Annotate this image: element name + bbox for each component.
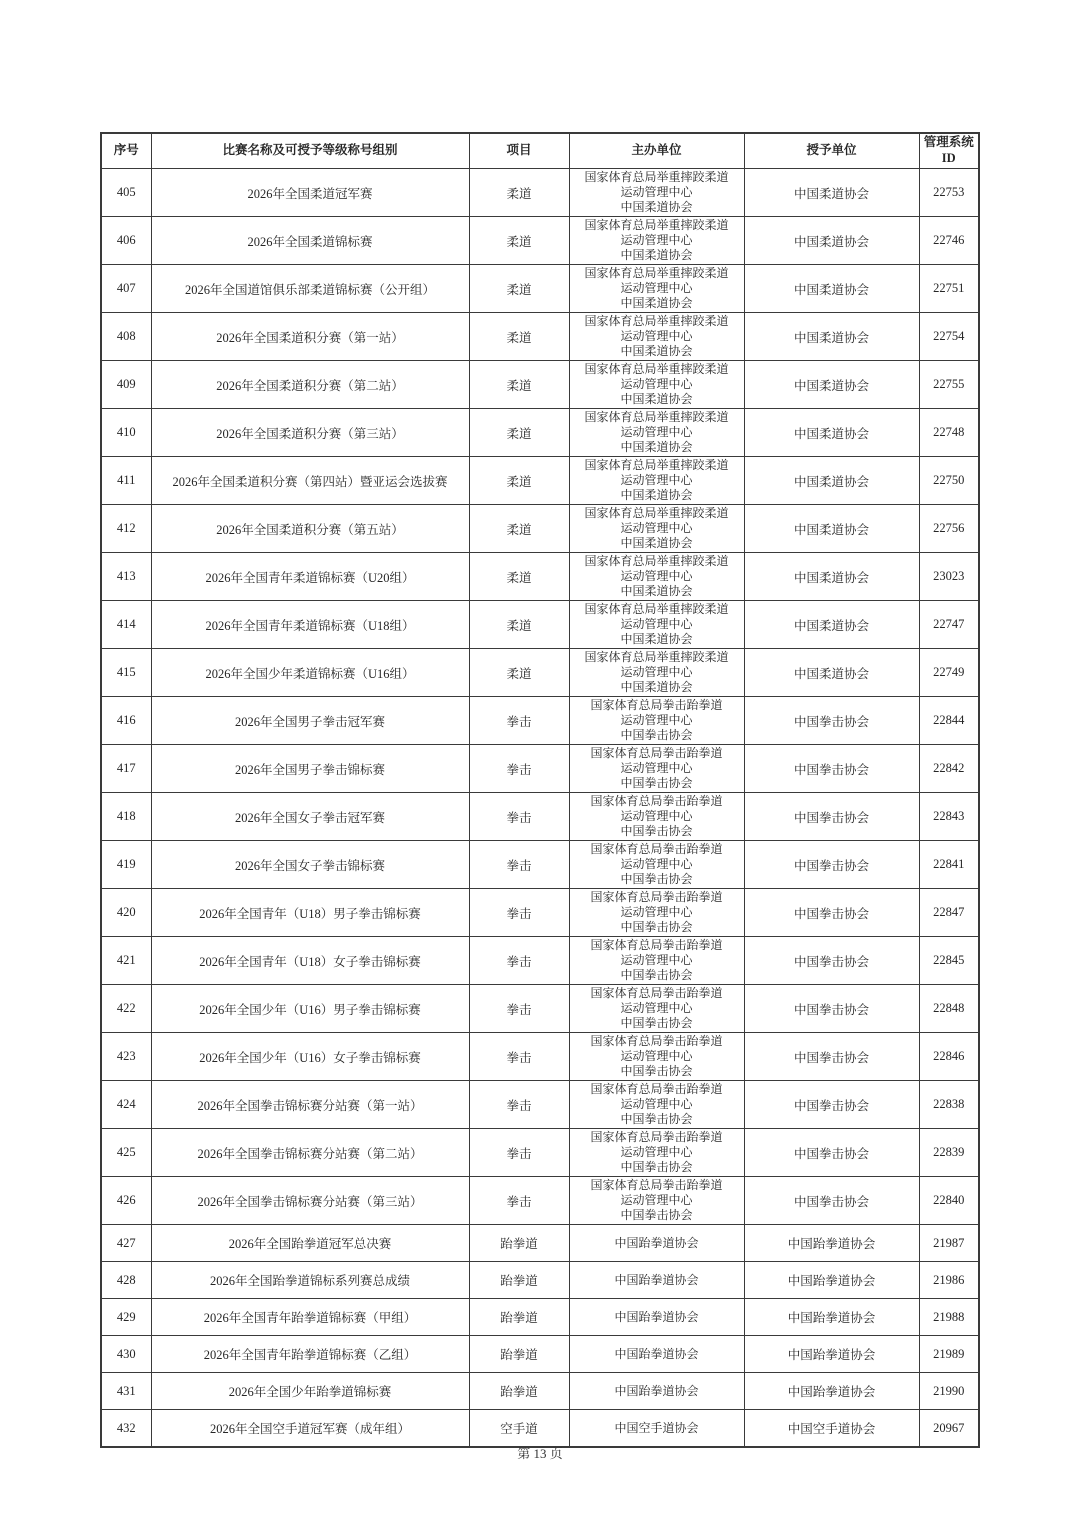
organizer-cell: 国家体育总局拳击跆拳道 运动管理中心 中国拳击协会 (569, 1129, 744, 1177)
awarding-unit-cell: 中国跆拳道协会 (744, 1336, 919, 1373)
table-row (101, 937, 979, 985)
row-number-cell: 420 (101, 889, 151, 937)
table-row (101, 745, 979, 793)
sport-cell: 跆拳道 (469, 1373, 569, 1410)
table-row (101, 697, 979, 745)
competition-name-cell: 2026年全国青年跆拳道锦标赛（乙组） (151, 1336, 469, 1373)
awarding-unit-cell: 中国拳击协会 (744, 1081, 919, 1129)
table-row (101, 1299, 979, 1336)
awarding-unit-cell: 中国拳击协会 (744, 1129, 919, 1177)
table-row (101, 1373, 979, 1410)
table-row (101, 217, 979, 265)
awarding-unit-cell: 中国柔道协会 (744, 217, 919, 265)
system-id-cell: 22748 (919, 409, 979, 457)
sport-cell: 拳击 (469, 1081, 569, 1129)
row-number-cell: 422 (101, 985, 151, 1033)
awarding-unit-cell: 中国拳击协会 (744, 889, 919, 937)
organizer-cell: 中国跆拳道协会 (569, 1336, 744, 1373)
awarding-unit-cell: 中国跆拳道协会 (744, 1373, 919, 1410)
competition-name-cell: 2026年全国跆拳道锦标系列赛总成绩 (151, 1262, 469, 1299)
competition-name-cell: 2026年全国柔道积分赛（第四站）暨亚运会选拔赛 (151, 457, 469, 505)
competition-name-cell: 2026年全国道馆俱乐部柔道锦标赛（公开组） (151, 265, 469, 313)
organizer-cell: 国家体育总局举重摔跤柔道 运动管理中心 中国柔道协会 (569, 313, 744, 361)
row-number-cell: 419 (101, 841, 151, 889)
competition-name-cell: 2026年全国女子拳击冠军赛 (151, 793, 469, 841)
row-number-cell: 414 (101, 601, 151, 649)
row-number-cell: 426 (101, 1177, 151, 1225)
row-number-cell: 428 (101, 1262, 151, 1299)
row-number-cell: 425 (101, 1129, 151, 1177)
awarding-unit-cell: 中国拳击协会 (744, 793, 919, 841)
organizer-cell: 国家体育总局拳击跆拳道 运动管理中心 中国拳击协会 (569, 889, 744, 937)
column-header: 主办单位 (569, 133, 744, 169)
sport-cell: 拳击 (469, 889, 569, 937)
table-row (101, 1262, 979, 1299)
organizer-cell: 国家体育总局举重摔跤柔道 运动管理中心 中国柔道协会 (569, 169, 744, 217)
row-number-cell: 410 (101, 409, 151, 457)
sport-cell: 拳击 (469, 937, 569, 985)
row-number-cell: 407 (101, 265, 151, 313)
competition-name-cell: 2026年全国青年（U18）男子拳击锦标赛 (151, 889, 469, 937)
table-header-row (101, 133, 979, 169)
organizer-cell: 中国空手道协会 (569, 1410, 744, 1448)
organizer-cell: 国家体育总局拳击跆拳道 运动管理中心 中国拳击协会 (569, 985, 744, 1033)
organizer-cell: 中国跆拳道协会 (569, 1373, 744, 1410)
awarding-unit-cell: 中国柔道协会 (744, 409, 919, 457)
competition-name-cell: 2026年全国柔道积分赛（第三站） (151, 409, 469, 457)
system-id-cell: 22844 (919, 697, 979, 745)
row-number-cell: 412 (101, 505, 151, 553)
awarding-unit-cell: 中国柔道协会 (744, 505, 919, 553)
awarding-unit-cell: 中国空手道协会 (744, 1410, 919, 1448)
system-id-cell: 22845 (919, 937, 979, 985)
system-id-cell: 21990 (919, 1373, 979, 1410)
sport-cell: 拳击 (469, 1177, 569, 1225)
row-number-cell: 415 (101, 649, 151, 697)
row-number-cell: 431 (101, 1373, 151, 1410)
organizer-cell: 中国跆拳道协会 (569, 1225, 744, 1262)
awarding-unit-cell: 中国柔道协会 (744, 553, 919, 601)
table-row (101, 1081, 979, 1129)
table-row (101, 457, 979, 505)
sport-cell: 拳击 (469, 1033, 569, 1081)
awarding-unit-cell: 中国拳击协会 (744, 937, 919, 985)
system-id-cell: 22841 (919, 841, 979, 889)
system-id-cell: 22846 (919, 1033, 979, 1081)
organizer-cell: 国家体育总局举重摔跤柔道 运动管理中心 中国柔道协会 (569, 409, 744, 457)
sport-cell: 柔道 (469, 217, 569, 265)
table-row (101, 265, 979, 313)
system-id-cell: 22747 (919, 601, 979, 649)
system-id-cell: 23023 (919, 553, 979, 601)
row-number-cell: 424 (101, 1081, 151, 1129)
system-id-cell: 22750 (919, 457, 979, 505)
sport-cell: 拳击 (469, 697, 569, 745)
row-number-cell: 418 (101, 793, 151, 841)
row-number-cell: 427 (101, 1225, 151, 1262)
competition-name-cell: 2026年全国柔道积分赛（第二站） (151, 361, 469, 409)
column-header: 授予单位 (744, 133, 919, 169)
table-row (101, 505, 979, 553)
competition-name-cell: 2026年全国少年（U16）女子拳击锦标赛 (151, 1033, 469, 1081)
organizer-cell: 国家体育总局拳击跆拳道 运动管理中心 中国拳击协会 (569, 1177, 744, 1225)
row-number-cell: 416 (101, 697, 151, 745)
sport-cell: 柔道 (469, 553, 569, 601)
competition-name-cell: 2026年全国柔道锦标赛 (151, 217, 469, 265)
competition-name-cell: 2026年全国青年（U18）女子拳击锦标赛 (151, 937, 469, 985)
organizer-cell: 中国跆拳道协会 (569, 1299, 744, 1336)
competition-name-cell: 2026年全国柔道冠军赛 (151, 169, 469, 217)
sport-cell: 跆拳道 (469, 1336, 569, 1373)
row-number-cell: 423 (101, 1033, 151, 1081)
row-number-cell: 405 (101, 169, 151, 217)
table-row (101, 841, 979, 889)
table-row (101, 169, 979, 217)
table-header (101, 133, 979, 169)
organizer-cell: 国家体育总局拳击跆拳道 运动管理中心 中国拳击协会 (569, 937, 744, 985)
awarding-unit-cell: 中国拳击协会 (744, 1033, 919, 1081)
page-number: 第 13 页 (517, 1446, 563, 1461)
table-row (101, 985, 979, 1033)
system-id-cell: 20967 (919, 1410, 979, 1448)
sport-cell: 柔道 (469, 361, 569, 409)
sport-cell: 跆拳道 (469, 1225, 569, 1262)
system-id-cell: 22838 (919, 1081, 979, 1129)
awarding-unit-cell: 中国柔道协会 (744, 361, 919, 409)
awarding-unit-cell: 中国柔道协会 (744, 169, 919, 217)
competition-name-cell: 2026年全国男子拳击锦标赛 (151, 745, 469, 793)
sport-cell: 拳击 (469, 985, 569, 1033)
organizer-cell: 国家体育总局拳击跆拳道 运动管理中心 中国拳击协会 (569, 745, 744, 793)
table-row (101, 409, 979, 457)
system-id-cell: 22755 (919, 361, 979, 409)
row-number-cell: 411 (101, 457, 151, 505)
sport-cell: 柔道 (469, 505, 569, 553)
table-row (101, 1336, 979, 1373)
sport-cell: 拳击 (469, 1129, 569, 1177)
table-row (101, 1225, 979, 1262)
sport-cell: 柔道 (469, 457, 569, 505)
competition-name-cell: 2026年全国拳击锦标赛分站赛（第一站） (151, 1081, 469, 1129)
awarding-unit-cell: 中国柔道协会 (744, 649, 919, 697)
organizer-cell: 国家体育总局举重摔跤柔道 运动管理中心 中国柔道协会 (569, 217, 744, 265)
sport-cell: 空手道 (469, 1410, 569, 1448)
row-number-cell: 406 (101, 217, 151, 265)
system-id-cell: 21987 (919, 1225, 979, 1262)
system-id-cell: 21988 (919, 1299, 979, 1336)
column-header: 比赛名称及可授予等级称号组别 (151, 133, 469, 169)
competition-name-cell: 2026年全国少年跆拳道锦标赛 (151, 1373, 469, 1410)
awarding-unit-cell: 中国拳击协会 (744, 841, 919, 889)
awarding-unit-cell: 中国拳击协会 (744, 1177, 919, 1225)
column-header: 管理系统 ID (919, 133, 979, 169)
sport-cell: 拳击 (469, 745, 569, 793)
organizer-cell: 国家体育总局举重摔跤柔道 运动管理中心 中国柔道协会 (569, 505, 744, 553)
system-id-cell: 22746 (919, 217, 979, 265)
table-row (101, 1410, 979, 1448)
sport-cell: 柔道 (469, 601, 569, 649)
competition-name-cell: 2026年全国柔道积分赛（第一站） (151, 313, 469, 361)
row-number-cell: 430 (101, 1336, 151, 1373)
table-row (101, 1033, 979, 1081)
table-row (101, 361, 979, 409)
system-id-cell: 22751 (919, 265, 979, 313)
system-id-cell: 22843 (919, 793, 979, 841)
organizer-cell: 国家体育总局拳击跆拳道 运动管理中心 中国拳击协会 (569, 1033, 744, 1081)
competition-table (100, 132, 980, 1448)
competition-name-cell: 2026年全国跆拳道冠军总决赛 (151, 1225, 469, 1262)
row-number-cell: 421 (101, 937, 151, 985)
row-number-cell: 429 (101, 1299, 151, 1336)
organizer-cell: 中国跆拳道协会 (569, 1262, 744, 1299)
organizer-cell: 国家体育总局拳击跆拳道 运动管理中心 中国拳击协会 (569, 841, 744, 889)
competition-name-cell: 2026年全国青年柔道锦标赛（U20组） (151, 553, 469, 601)
awarding-unit-cell: 中国跆拳道协会 (744, 1225, 919, 1262)
organizer-cell: 国家体育总局举重摔跤柔道 运动管理中心 中国柔道协会 (569, 457, 744, 505)
system-id-cell: 22840 (919, 1177, 979, 1225)
table-row (101, 649, 979, 697)
table-row (101, 313, 979, 361)
table-body (101, 169, 979, 1448)
competition-name-cell: 2026年全国拳击锦标赛分站赛（第二站） (151, 1129, 469, 1177)
competition-name-cell: 2026年全国男子拳击冠军赛 (151, 697, 469, 745)
table-row (101, 889, 979, 937)
competition-name-cell: 2026年全国拳击锦标赛分站赛（第三站） (151, 1177, 469, 1225)
system-id-cell: 22754 (919, 313, 979, 361)
competition-name-cell: 2026年全国女子拳击锦标赛 (151, 841, 469, 889)
awarding-unit-cell: 中国柔道协会 (744, 457, 919, 505)
table-row (101, 601, 979, 649)
system-id-cell: 22756 (919, 505, 979, 553)
sport-cell: 柔道 (469, 169, 569, 217)
awarding-unit-cell: 中国柔道协会 (744, 601, 919, 649)
sport-cell: 跆拳道 (469, 1299, 569, 1336)
system-id-cell: 21989 (919, 1336, 979, 1373)
awarding-unit-cell: 中国柔道协会 (744, 313, 919, 361)
system-id-cell: 22848 (919, 985, 979, 1033)
system-id-cell: 22753 (919, 169, 979, 217)
sport-cell: 拳击 (469, 793, 569, 841)
table-row (101, 1177, 979, 1225)
awarding-unit-cell: 中国拳击协会 (744, 985, 919, 1033)
table-row (101, 793, 979, 841)
column-header: 项目 (469, 133, 569, 169)
system-id-cell: 21986 (919, 1262, 979, 1299)
row-number-cell: 408 (101, 313, 151, 361)
system-id-cell: 22749 (919, 649, 979, 697)
awarding-unit-cell: 中国拳击协会 (744, 745, 919, 793)
awarding-unit-cell: 中国跆拳道协会 (744, 1299, 919, 1336)
row-number-cell: 409 (101, 361, 151, 409)
row-number-cell: 417 (101, 745, 151, 793)
organizer-cell: 国家体育总局举重摔跤柔道 运动管理中心 中国柔道协会 (569, 361, 744, 409)
competition-name-cell: 2026年全国青年跆拳道锦标赛（甲组） (151, 1299, 469, 1336)
sport-cell: 柔道 (469, 313, 569, 361)
sport-cell: 柔道 (469, 265, 569, 313)
competition-name-cell: 2026年全国空手道冠军赛（成年组） (151, 1410, 469, 1448)
competition-name-cell: 2026年全国少年（U16）男子拳击锦标赛 (151, 985, 469, 1033)
row-number-cell: 432 (101, 1410, 151, 1448)
organizer-cell: 国家体育总局举重摔跤柔道 运动管理中心 中国柔道协会 (569, 553, 744, 601)
awarding-unit-cell: 中国跆拳道协会 (744, 1262, 919, 1299)
competition-name-cell: 2026年全国少年柔道锦标赛（U16组） (151, 649, 469, 697)
column-header: 序号 (101, 133, 151, 169)
organizer-cell: 国家体育总局举重摔跤柔道 运动管理中心 中国柔道协会 (569, 649, 744, 697)
organizer-cell: 国家体育总局举重摔跤柔道 运动管理中心 中国柔道协会 (569, 601, 744, 649)
sport-cell: 拳击 (469, 841, 569, 889)
organizer-cell: 国家体育总局拳击跆拳道 运动管理中心 中国拳击协会 (569, 793, 744, 841)
sport-cell: 柔道 (469, 409, 569, 457)
table-row (101, 553, 979, 601)
awarding-unit-cell: 中国拳击协会 (744, 697, 919, 745)
table-row (101, 1129, 979, 1177)
awarding-unit-cell: 中国柔道协会 (744, 265, 919, 313)
organizer-cell: 国家体育总局拳击跆拳道 运动管理中心 中国拳击协会 (569, 697, 744, 745)
organizer-cell: 国家体育总局举重摔跤柔道 运动管理中心 中国柔道协会 (569, 265, 744, 313)
organizer-cell: 国家体育总局拳击跆拳道 运动管理中心 中国拳击协会 (569, 1081, 744, 1129)
row-number-cell: 413 (101, 553, 151, 601)
sport-cell: 柔道 (469, 649, 569, 697)
system-id-cell: 22839 (919, 1129, 979, 1177)
competition-name-cell: 2026年全国青年柔道锦标赛（U18组） (151, 601, 469, 649)
system-id-cell: 22842 (919, 745, 979, 793)
sport-cell: 跆拳道 (469, 1262, 569, 1299)
competition-name-cell: 2026年全国柔道积分赛（第五站） (151, 505, 469, 553)
system-id-cell: 22847 (919, 889, 979, 937)
